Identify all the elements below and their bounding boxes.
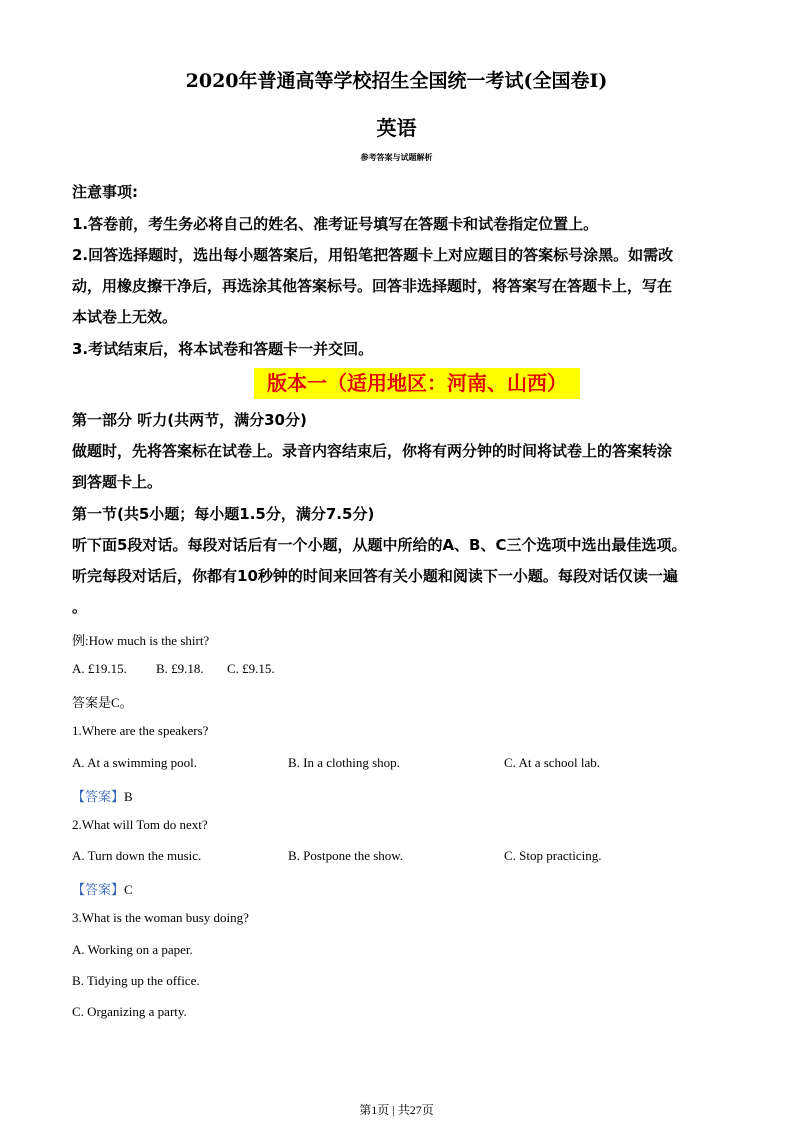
q3-option-a: A. Working on a paper. <box>72 942 193 957</box>
caption: 参考答案与试题解析 <box>360 153 433 162</box>
q2-option-b: B. Postpone the show. <box>288 848 404 863</box>
example-option-c: C. £9.15. <box>227 661 275 676</box>
instruction-b: 听完每段对话后，你都有10秒钟的时间来回答有关小题和阅读下一小题。每段对话仅读一遍 <box>72 567 678 585</box>
part1-desc-a: 做题时，先将答案标在试卷上。录音内容结束后，你将有两分钟的时间将试卷上的答案转涂 <box>72 442 673 460</box>
page-title: 2020年普通高等学校招生全国统一考试(全国卷I) <box>185 70 608 92</box>
q1-option-c: C. At a school lab. <box>504 755 601 770</box>
question-3: 3.What is the woman busy doing? <box>72 910 249 925</box>
q2-option-a: A. Turn down the music. <box>72 848 202 863</box>
q3-option-c: C. Organizing a party. <box>72 1004 187 1019</box>
q3-option-b: B. Tidying up the office. <box>72 973 200 988</box>
notice-line-2c: 本试卷上无效。 <box>72 308 178 326</box>
q2-answer <box>72 879 133 898</box>
answer-tag: 【答案】 <box>72 789 125 804</box>
answer-value: B <box>124 789 133 804</box>
answer-value: C <box>124 882 133 897</box>
section1-heading: 第一节(共5小题；每小题1.5分，满分7.5分) <box>72 505 375 523</box>
notice-line-2b: 动，用橡皮擦干净后，再选涂其他答案标号。回答非选择题时，将答案写在答题卡上，写在 <box>72 277 673 295</box>
version-banner: 版本一（适用地区：河南、山西） <box>254 368 580 399</box>
instruction-c: 。 <box>72 598 88 616</box>
instruction-a: 听下面5段对话。每段对话后有一个小题，从题中所给的A、B、C三个选项中选出最佳选项。 <box>72 536 687 554</box>
q1-answer <box>72 786 133 805</box>
subject-title: 英语 <box>376 116 417 140</box>
example-option-a: A. £19.15. <box>72 661 127 676</box>
notice-line-1: 1.答卷前，考生务必将自己的姓名、准考证号填写在答题卡和试卷指定位置上。 <box>72 215 599 233</box>
q1-option-a: A. At a swimming pool. <box>72 755 197 770</box>
example-option-b: B. £9.18. <box>156 661 204 676</box>
example-answer: 答案是C。 <box>72 695 133 710</box>
q1-option-b: B. In a clothing shop. <box>288 755 400 770</box>
notice-line-2a: 2.回答选择题时，选出每小题答案后，用铅笔把答题卡上对应题目的答案标号涂黑。如需改 <box>72 246 674 264</box>
part1-heading: 第一部分 听力(共两节，满分30分) <box>72 411 307 429</box>
notice-heading: 注意事项: <box>72 183 138 201</box>
question-1: 1.Where are the speakers? <box>72 723 209 738</box>
notice-line-3: 3.考试结束后，将本试卷和答题卡一并交回。 <box>72 340 374 358</box>
answer-tag: 【答案】 <box>72 882 125 897</box>
q2-option-c: C. Stop practicing. <box>504 848 602 863</box>
question-2: 2.What will Tom do next? <box>72 817 208 832</box>
example-question: 例:How much is the shirt? <box>72 633 210 648</box>
page-footer: 第1页 | 共27页 <box>359 1103 434 1117</box>
part1-desc-b: 到答题卡上。 <box>72 473 163 491</box>
